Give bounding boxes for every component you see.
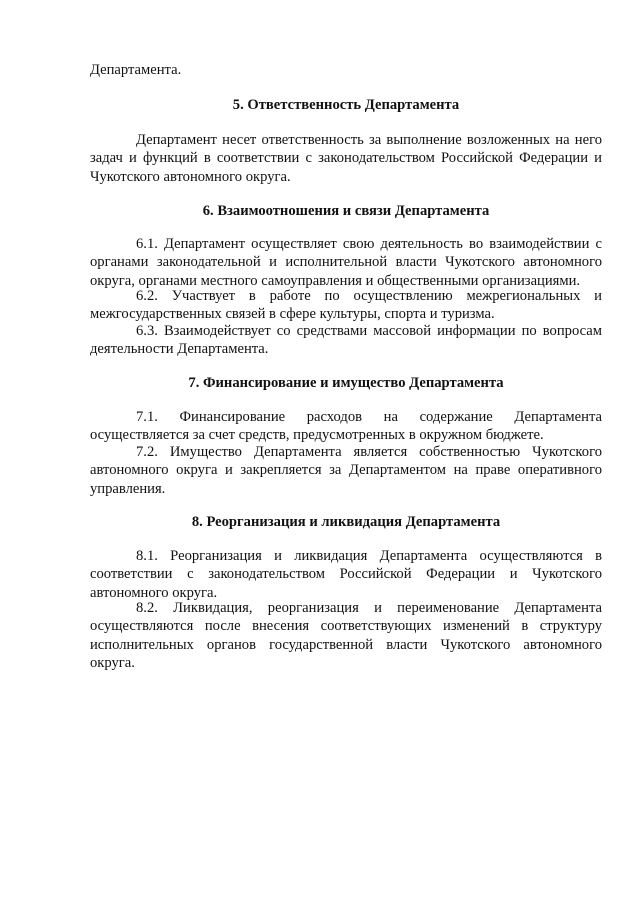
section-8-heading: 8. Реорганизация и ликвидация Департамента — [191, 514, 501, 530]
section-6-paragraph-2: 6.2. Участвует в работе по осуществлению межрегиональных и межгосударственных связей в сфере культуры, спорта и туризма. — [90, 288, 602, 323]
lead-in-text: Департамента. — [90, 62, 182, 78]
section-6-paragraph-1: 6.1. Департамент осуществляет свою деятельность во взаимодействии с органами законодательной и исполнительной власти Чукотского автономного округа, органами местного самоуправления и общественными организациями. — [90, 236, 602, 289]
section-7-paragraph-2: 7.2. Имущество Департамента является собственностью Чукотского автономного округа и закрепляется за Департаментом на праве оперативного управления. — [90, 444, 602, 497]
section-5-heading: 5. Ответственность Департамента — [232, 97, 460, 113]
section-7-paragraph-1: 7.1. Финансирование расходов на содержание Департамента осуществляется за счет средств, предусмотренных в окружном бюджете. — [90, 409, 602, 444]
section-8-paragraph-2: 8.2. Ликвидация, реорганизация и переименование Департамента осуществляются после внесения соответствующих изменений в структуру исполнительных органов государственной власти Чукотского автономного округа. — [90, 600, 602, 671]
section-5-paragraph-1: Департамент несет ответственность за выполнение возложенных на него задач и функций в соответствии с законодательством Российской Федерации и Чукотского автономного округа. — [90, 132, 602, 185]
section-8-paragraph-1: 8.1. Реорганизация и ликвидация Департамента осуществляются в соответствии с законодательством Российской Федерации и Чукотского автономного округа. — [90, 548, 602, 601]
section-6-heading: 6. Взаимоотношения и связи Департамента — [202, 203, 490, 219]
section-7-heading: 7. Финансирование и имущество Департамента — [188, 375, 504, 391]
section-6-paragraph-3: 6.3. Взаимодействует со средствами массовой информации по вопросам деятельности Департамента. — [90, 323, 602, 358]
